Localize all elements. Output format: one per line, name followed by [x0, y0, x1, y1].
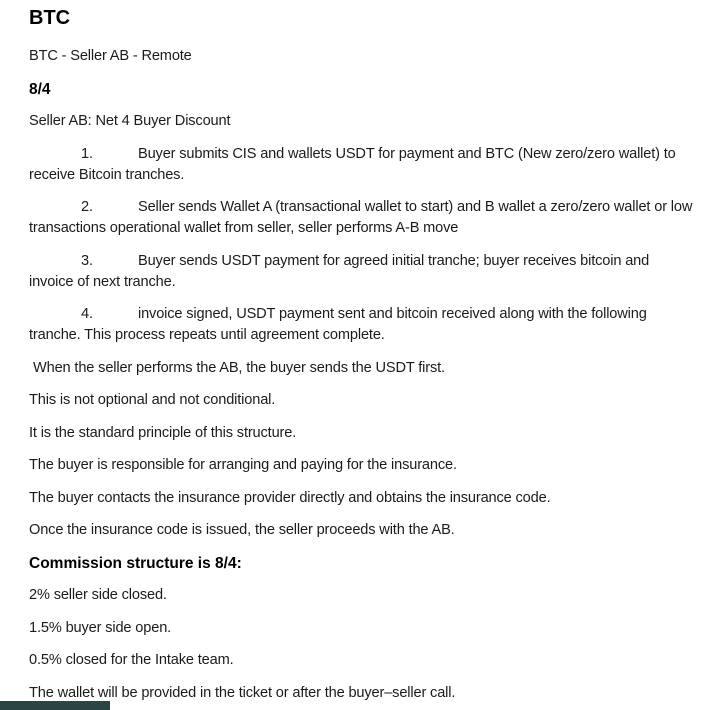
- paragraph: This is not optional and not conditional.: [29, 392, 276, 408]
- commission-item: The wallet will be provided in the ticket or after the buyer–seller call.: [29, 684, 456, 701]
- paragraph: The buyer contacts the insurance provider directly and obtains the insurance code.: [29, 489, 551, 506]
- taskbar-fragment: [0, 701, 110, 710]
- list-item: [29, 251, 697, 293]
- commission-heading: Commission structure is 8/4:: [29, 554, 242, 572]
- commission-item: 1.5% buyer side open.: [29, 619, 172, 636]
- list-item-number: 1.: [81, 145, 93, 162]
- list-item: [29, 197, 697, 239]
- commission-item: 2% seller side closed.: [29, 587, 167, 603]
- paragraph: It is the standard principle of this structure.: [29, 424, 297, 441]
- paragraph: The buyer is responsible for arranging and paying for the insurance.: [29, 457, 457, 473]
- list-item: [29, 144, 697, 186]
- commission-item: 0.5% closed for the Intake team.: [29, 652, 234, 668]
- paragraph: Once the insurance code is issued, the seller proceeds with the AB.: [29, 522, 455, 538]
- page-title: BTC: [29, 7, 71, 29]
- list-item: [29, 304, 697, 346]
- list-item-number: 3.: [81, 252, 93, 269]
- list-item-text: Buyer sends USDT payment for agreed initial tranche; buyer receives bitcoin and invoice of next tranche.: [29, 252, 650, 290]
- paragraph: When the seller performs the AB, the buyer sends the USDT first.: [33, 359, 445, 376]
- list-item-number: 4.: [81, 306, 93, 322]
- list-item-number: 2.: [81, 199, 93, 215]
- list-item-text: Seller sends Wallet A (transactional wallet to start) and B wallet a zero/zero wallet or low transactions operational wallet from seller, seller performs A-B move: [29, 199, 693, 236]
- list-item-text: invoice signed, USDT payment sent and bitcoin received along with the following tranche. This process repeats until agreement complete.: [29, 306, 647, 343]
- terms-ratio-heading: 8/4: [29, 80, 51, 98]
- subtitle: BTC - Seller AB - Remote: [29, 48, 192, 64]
- intro-line: Seller AB: Net 4 Buyer Discount: [29, 113, 231, 129]
- list-item-text: Buyer submits CIS and wallets USDT for payment and BTC (New zero/zero wallet) to receive Bitcoin tranches.: [29, 145, 676, 183]
